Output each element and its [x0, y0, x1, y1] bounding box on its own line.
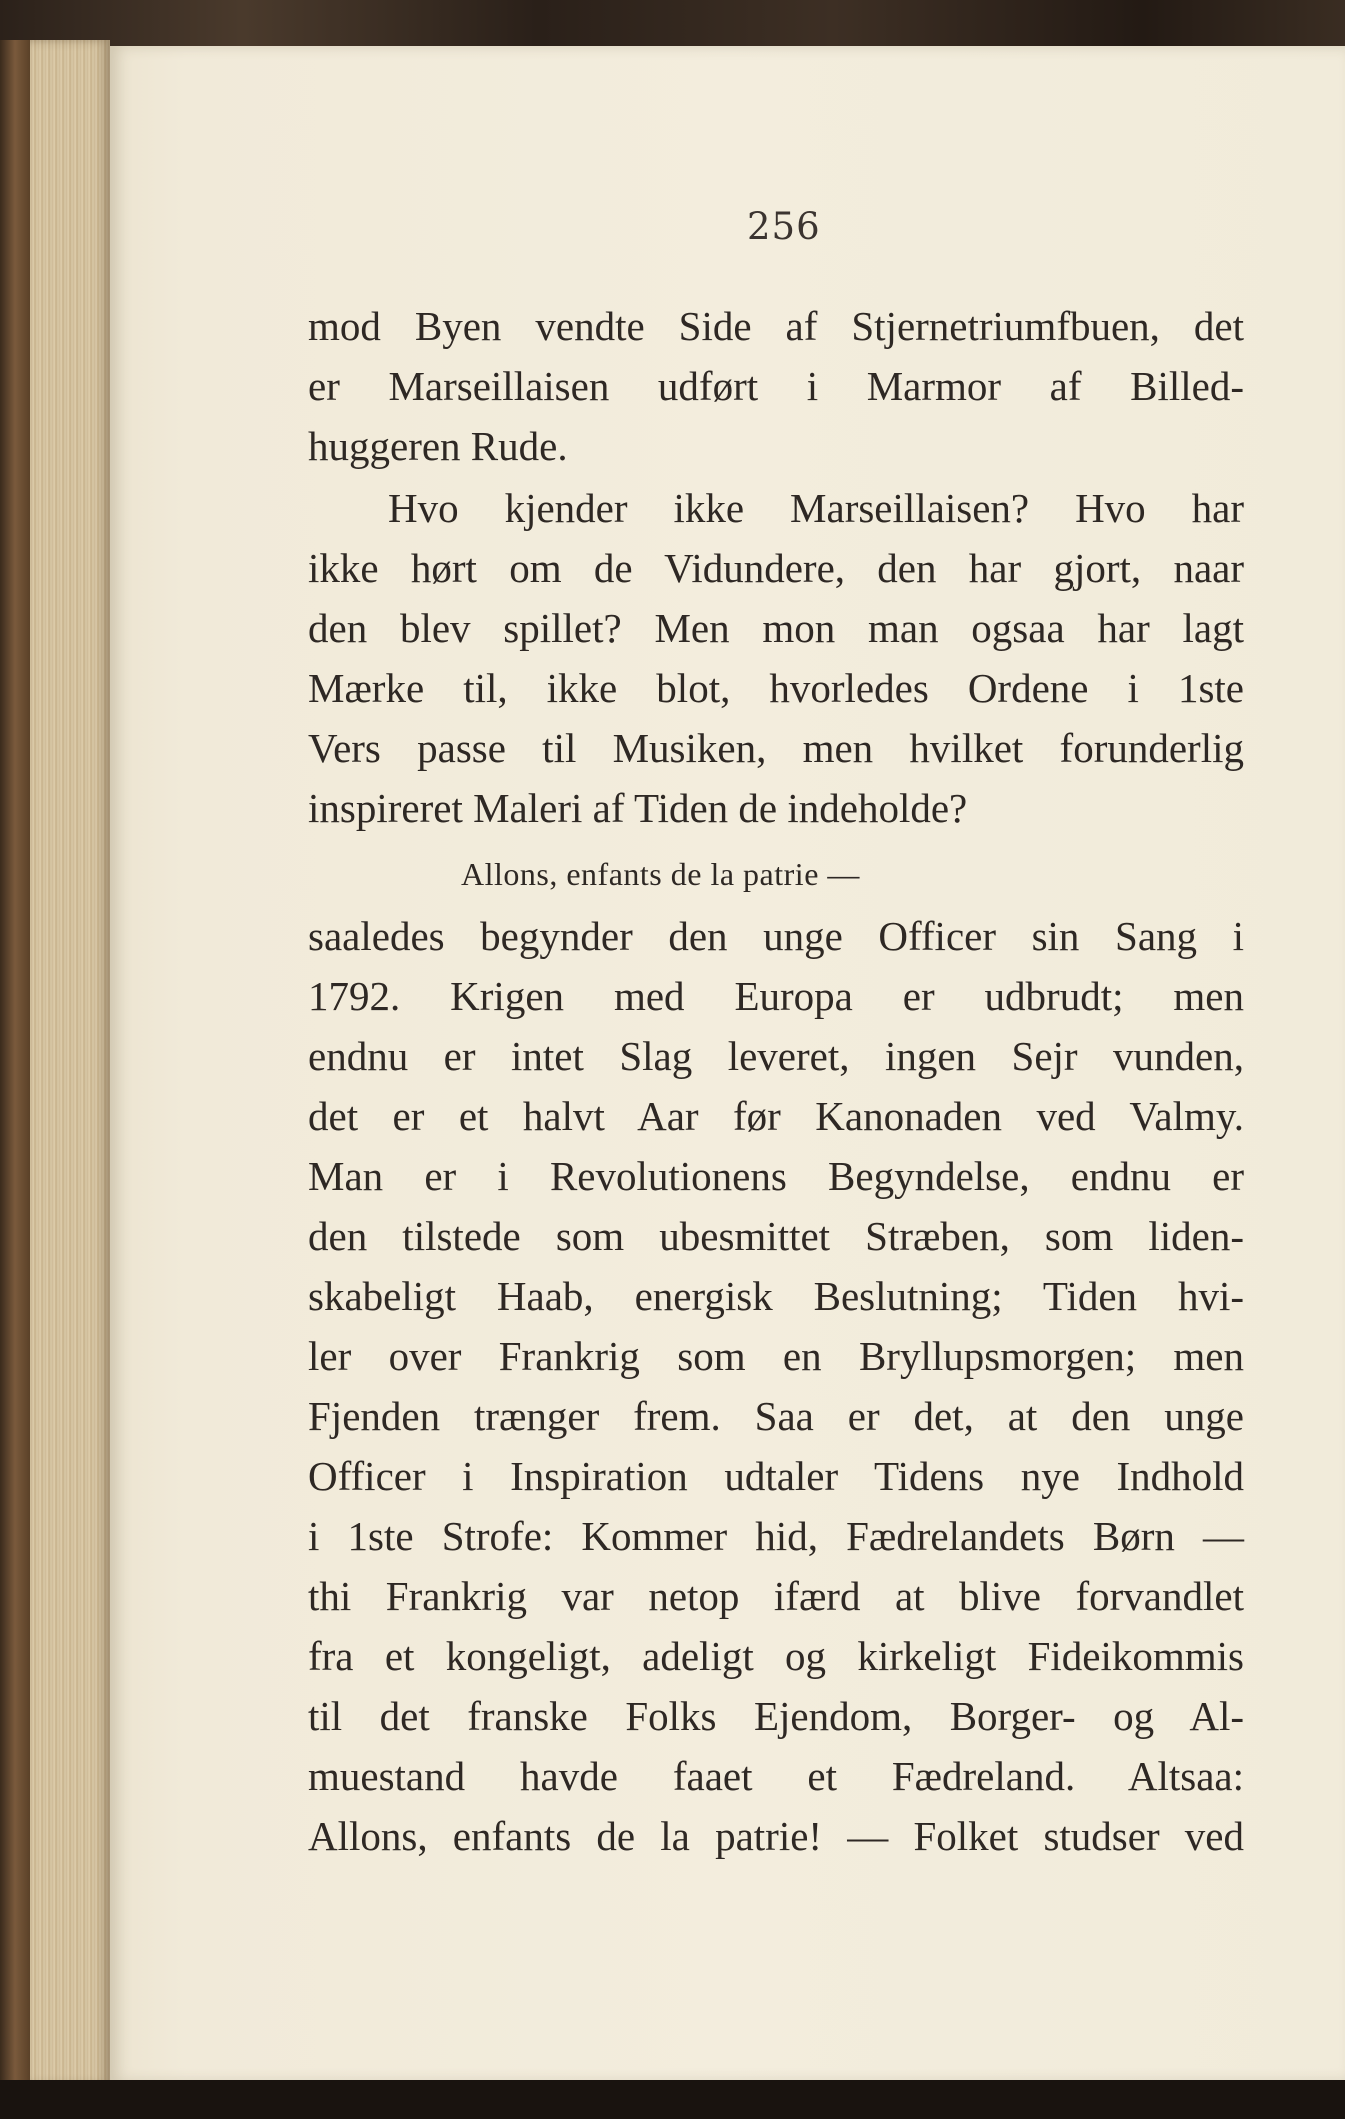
text-line: inspireret Maleri af Tiden de indeholde?	[308, 785, 968, 831]
quoted-verse: Allons, enfants de la patrie —	[461, 856, 860, 892]
book-spine	[0, 40, 30, 2090]
text-line: saaledes begynder den unge Officer sin Sang i	[308, 913, 1244, 959]
text-line: ler over Frankrig som en Bryllupsmorgen; men	[308, 1333, 1244, 1379]
text-line: den tilstede som ubesmittet Stræben, som liden-	[308, 1213, 1244, 1259]
text-line: huggeren Rude.	[308, 423, 568, 469]
text-line: i 1ste Strofe: Kommer hid, Fædrelandets Børn —	[308, 1513, 1244, 1559]
page-number: 256	[747, 205, 821, 248]
text-line: Vers passe til Musiken, men hvilket forunderlig	[308, 725, 1244, 771]
text-line: Fjenden trænger frem. Saa er det, at den unge	[308, 1393, 1244, 1439]
text-line: Allons, enfants de la patrie! — Folket studser ved	[308, 1813, 1244, 1859]
text-line: endnu er intet Slag leveret, ingen Sejr vunden,	[308, 1033, 1244, 1079]
text-line: Man er i Revolutionens Begyndelse, endnu er	[308, 1153, 1244, 1199]
text-line: er Marseillaisen udført i Marmor af Billed-	[308, 363, 1244, 409]
text-line: Hvo kjender ikke Marseillaisen? Hvo har	[388, 485, 1244, 531]
text-line: thi Frankrig var netop ifærd at blive forvandlet	[308, 1573, 1244, 1619]
book-top-edge	[0, 0, 1345, 48]
text-line: fra et kongeligt, adeligt og kirkeligt Fideikommis	[308, 1633, 1244, 1679]
text-line: skabeligt Haab, energisk Beslutning; Tiden hvi-	[308, 1273, 1244, 1319]
book-bottom-edge	[0, 2080, 1345, 2119]
text-line: mod Byen vendte Side af Stjernetriumfbuen, det	[308, 303, 1244, 349]
text-line: den blev spillet? Men mon man ogsaa har lagt	[308, 605, 1244, 651]
text-line: 1792. Krigen med Europa er udbrudt; men	[308, 973, 1244, 1019]
page-stack-edge	[30, 40, 110, 2085]
text-line: Officer i Inspiration udtaler Tidens nye Indhold	[308, 1453, 1244, 1499]
text-line: muestand havde faaet et Fædreland. Altsaa:	[308, 1753, 1244, 1799]
text-line: Mærke til, ikke blot, hvorledes Ordene i 1ste	[308, 665, 1244, 711]
text-line: til det franske Folks Ejendom, Borger- og Al-	[308, 1693, 1244, 1739]
text-line: ikke hørt om de Vidundere, den har gjort, naar	[308, 545, 1244, 591]
text-line: det er et halvt Aar før Kanonaden ved Valmy.	[308, 1093, 1244, 1139]
